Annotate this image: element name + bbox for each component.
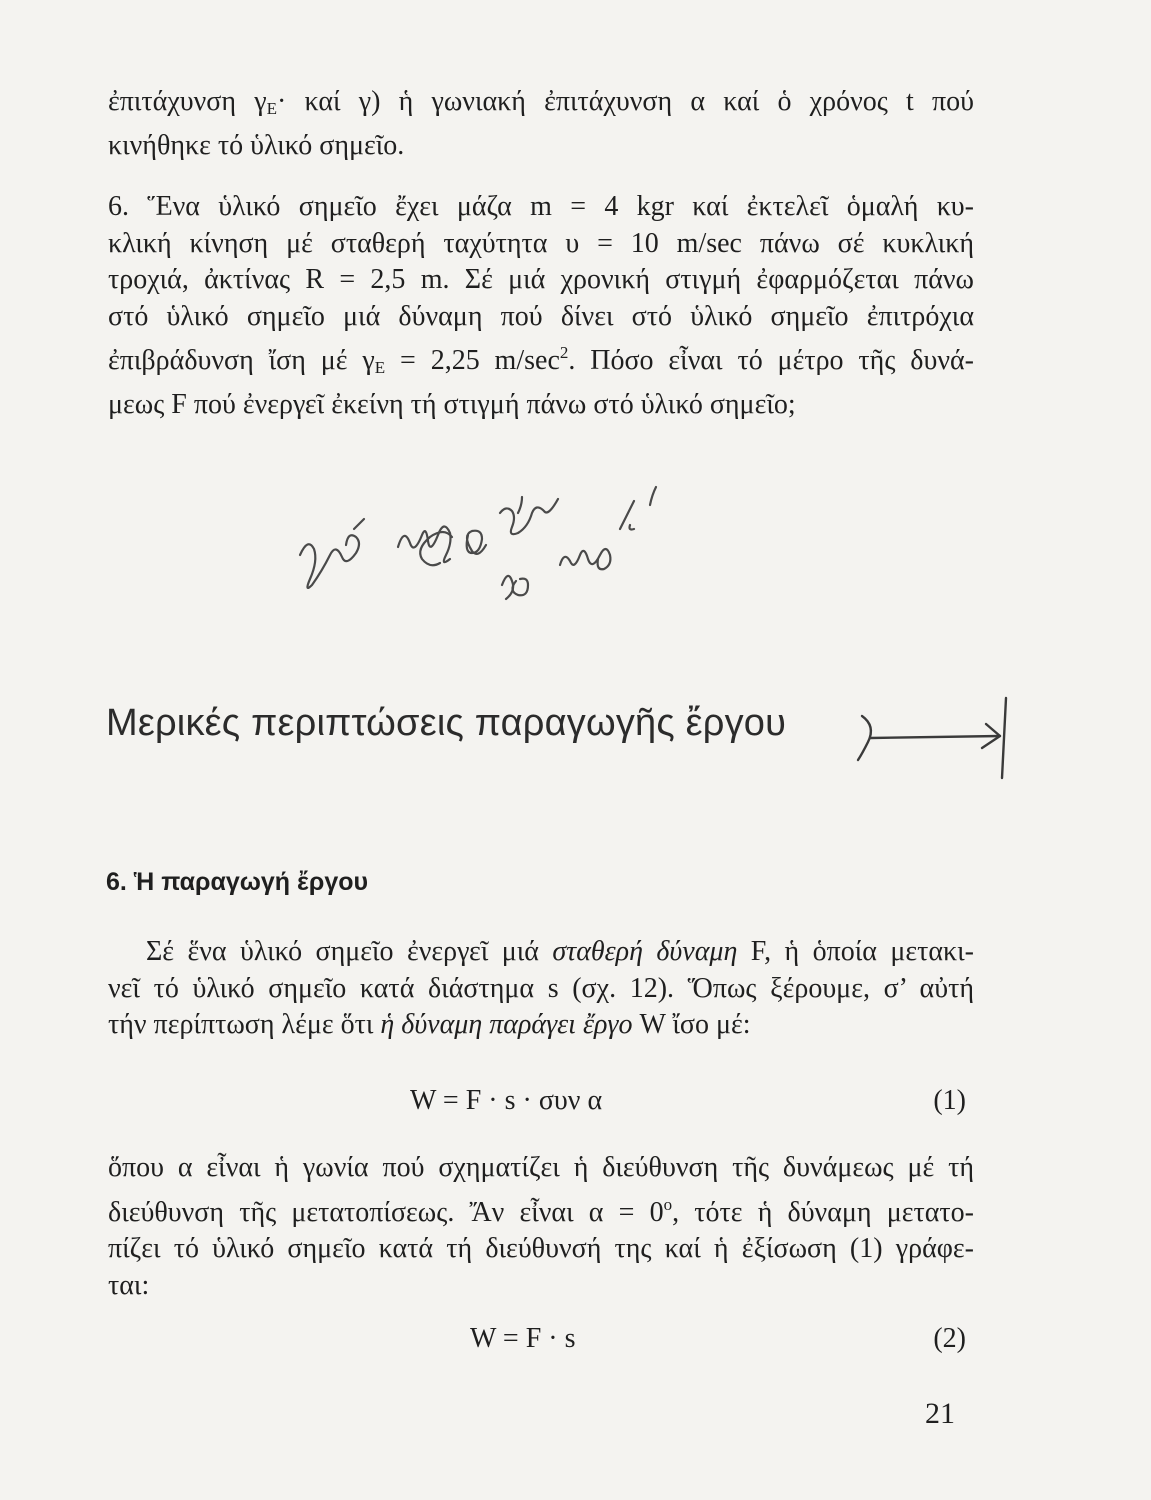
equation-number: (1) xyxy=(933,1085,966,1116)
exercise-6 xyxy=(108,189,974,423)
section-heading: Μερικές περιπτώσεις παραγωγῆς ἔργου xyxy=(106,702,787,744)
text-line: στό ὑλικό σημεῖο μιά δύναμη πού δίνει στό ὑλικό σημεῖο ἐπιτρόχια xyxy=(108,300,974,332)
work-definition-paragraph xyxy=(108,934,974,1044)
handwriting-scribble xyxy=(290,485,710,615)
text-line: διεύθυνση τῆς μετατοπίσεως. Ἄν εἶναι $\alpha = 0^o$, τότε ἡ δύναμη μετατο- xyxy=(108,1194,974,1228)
text-line: μεως F πού ἐνεργεῖ ἐκείνη τή στιγμή πάνω στό ὑλικό σημεῖο; xyxy=(108,388,796,420)
text-line: πίζει τό ὑλικό σημεῖο κατά τή διεύθυνσή της καί ἡ ἐξίσωση (1) γράφε- xyxy=(108,1233,974,1264)
equation-1 xyxy=(108,1085,974,1121)
equation-number: (2) xyxy=(933,1323,966,1354)
text-line: κλική κίνηση μέ σταθερή ταχύτητα υ = 10 m/sec πάνω σέ κυκλική xyxy=(108,227,974,259)
text-line: κινήθηκε τό ὑλικό σημεῖο. xyxy=(108,129,405,161)
text-line: ται: xyxy=(108,1269,150,1301)
pen-arrow-mark xyxy=(850,690,1020,780)
handwritten-note xyxy=(290,485,710,615)
text-line: νεῖ τό ὑλικό σημεῖο κατά διάστημα s (σχ. 12). Ὅπως ξέρουμε, σ’ αὐτή xyxy=(108,972,974,1004)
text-line: τήν περίπτωση λέμε ὅτι ἡ δύναμη παράγει ἔργο W ἴσο μέ: xyxy=(108,1009,751,1040)
angle-explanation-paragraph xyxy=(108,1150,974,1304)
text-line: ἐπιβράδυνση ἴση μέ $\gamma_E = 2,25$ $m/\sec^2$. Πόσο εἶναι τό μέτρο τῆς δυνά- xyxy=(108,343,974,377)
text-line: 6. Ἕνα ὑλικό σημεῖο ἔχει μάζα m = 4 kgr καί ἐκτελεῖ ὁμαλή κυ- xyxy=(108,191,974,222)
equation-formula: W = F · s xyxy=(470,1323,576,1354)
page-number: 21 xyxy=(925,1397,955,1430)
text-line: ὅπου α εἶναι ἡ γωνία πού σχηματίζει ἡ διεύθυνση τῆς δυνάμεως μέ τή xyxy=(108,1152,974,1183)
subsection-heading: 6. Ἡ παραγωγή ἔργου xyxy=(106,868,369,896)
text-line: Σέ ἕνα ὑλικό σημεῖο ἐνεργεῖ μιά σταθερή δύναμη F, ἡ ὁποία μετακι- xyxy=(146,936,974,967)
exercise-text-continued xyxy=(108,84,974,164)
equation-2 xyxy=(108,1323,974,1359)
text-line: τροχιά, ἀκτίνας R = 2,5 m. Σέ μιά χρονική στιγμή ἐφαρμόζεται πάνω xyxy=(108,264,974,295)
text-line: ἐπιτάχυνση $\gamma_E\cdot \kappa\alpha ί$ γ) ἡ γωνιακή ἐπιτάχυνση α καί ὁ χρόνος t πού xyxy=(108,86,974,118)
equation-formula: W = F · s · συν α xyxy=(410,1085,603,1116)
